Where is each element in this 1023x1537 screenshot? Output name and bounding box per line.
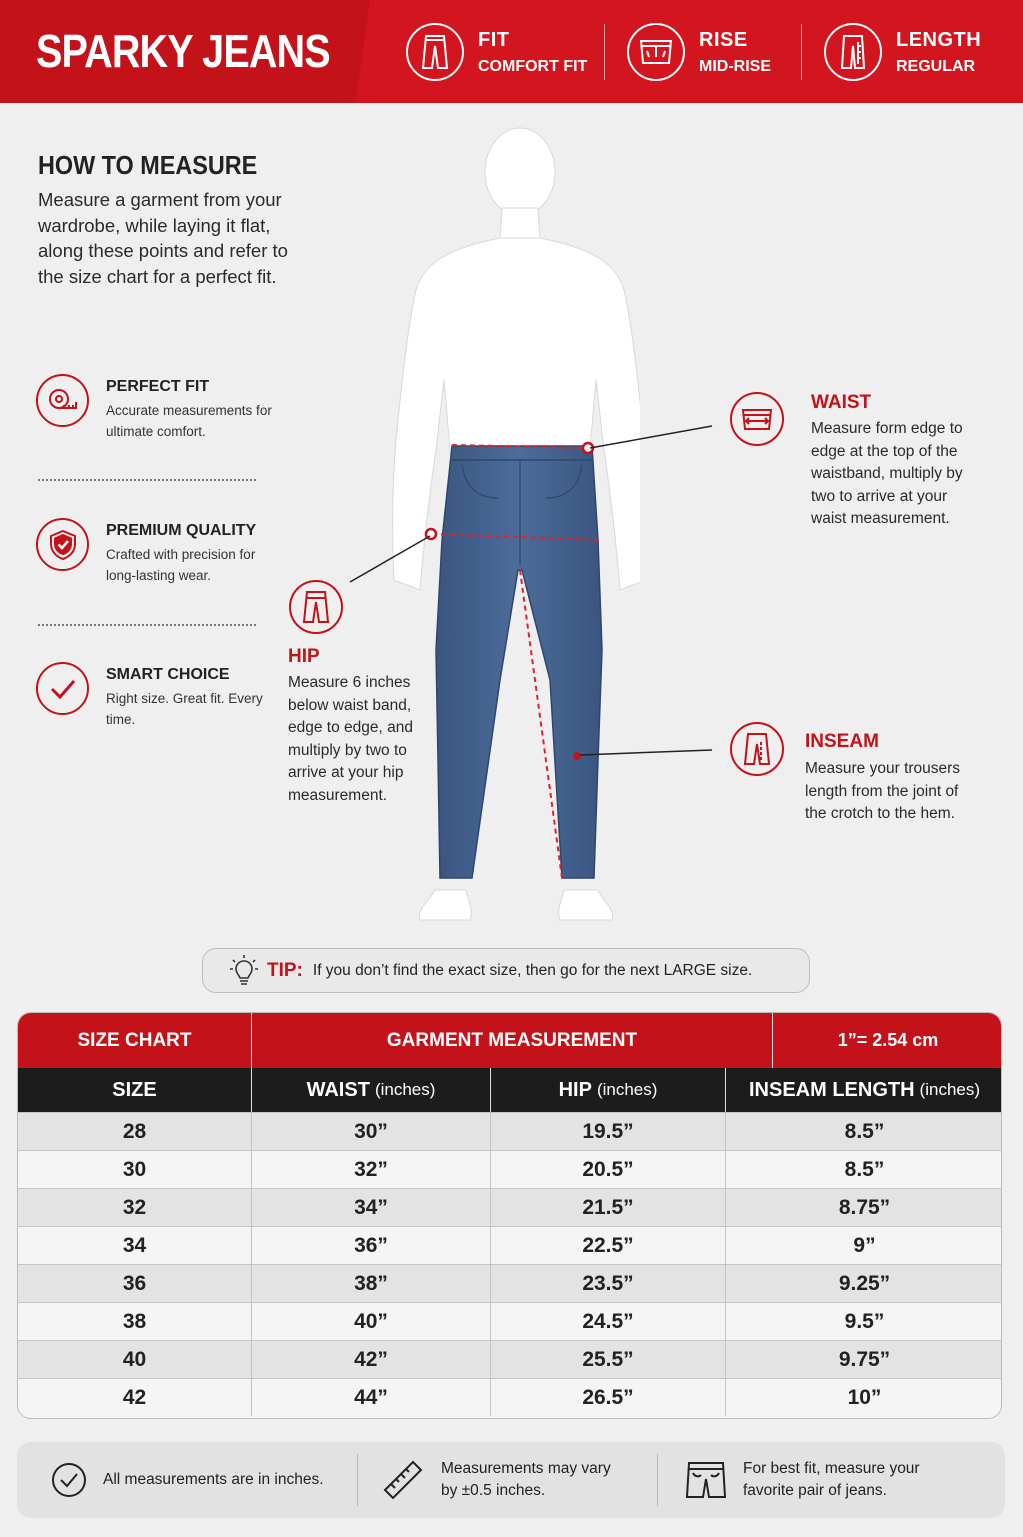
table-row: [18, 1150, 1002, 1188]
table-column-header-row: [18, 1068, 1002, 1112]
waist-cell: 44”: [252, 1379, 491, 1416]
unit-conversion-header: 1”= 2.54 cm: [837, 1030, 939, 1050]
footer-text: All measurements are in inches.: [103, 1470, 324, 1488]
how-to-measure-text: Measure a garment from your wardrobe, while laying it flat, along these points and refer to the size chart for a perfect fit.: [38, 189, 288, 287]
column-header-waist: [252, 1068, 491, 1112]
inseam-cell: 8.75”: [838, 1195, 891, 1219]
footer-divider: [657, 1454, 658, 1506]
waist-cell: 34”: [252, 1189, 491, 1226]
column-header-size: [18, 1068, 252, 1112]
size-cell: 40: [18, 1341, 252, 1378]
how-to-measure-title: HOW TO MEASURE: [38, 150, 258, 180]
footer-divider: [357, 1454, 358, 1506]
feature-title: SMART CHOICE: [106, 666, 230, 683]
inseam-cell: 9.25”: [838, 1271, 891, 1295]
feature-desc: Right size. Great fit. Every time.: [106, 691, 263, 727]
garment-measurement-header: GARMENT MEASUREMENT: [252, 1013, 773, 1068]
lightbulb-icon: [229, 954, 259, 988]
footer-text: For best fit, measure your favorite pair of jeans.: [743, 1459, 920, 1499]
column-unit: (inches): [374, 1080, 436, 1099]
inseam-cell: 8.5”: [844, 1157, 885, 1181]
footer-note-best-fit: [685, 1442, 943, 1518]
hip-title: HIP: [288, 646, 320, 667]
column-label: INSEAM LENGTH: [748, 1078, 915, 1101]
table-row: [18, 1112, 1002, 1150]
waist-cell: 40”: [252, 1303, 491, 1340]
hip-cell: 26.5”: [491, 1379, 726, 1416]
hip-desc: Measure 6 inches below waist band, edge to edge, and multiply by two to arrive at your hip measurement.: [288, 674, 413, 804]
size-cell: 32: [18, 1189, 252, 1226]
hip-cell: 21.5”: [491, 1189, 726, 1226]
footer-note-inches: [51, 1442, 324, 1518]
inseam-cell: 9.75”: [838, 1347, 891, 1371]
brand-title: SPARKY JEANS: [36, 25, 330, 77]
column-unit: (inches): [919, 1080, 981, 1099]
rise-value: MID-RISE: [699, 57, 771, 75]
feature-desc: Accurate measurements for ultimate comfort.: [106, 403, 272, 439]
hip-cell: 19.5”: [491, 1113, 726, 1150]
footer-note-variance: [381, 1442, 631, 1518]
ruler-icon: [381, 1458, 425, 1502]
length-value: REGULAR: [896, 57, 976, 75]
column-unit: (inches): [596, 1080, 658, 1099]
tip-label: TIP:: [267, 959, 303, 981]
size-chart-table: [17, 1012, 1002, 1419]
hip-cell: 20.5”: [491, 1151, 726, 1188]
column-label: HIP: [558, 1078, 592, 1101]
waist-cell: 36”: [252, 1227, 491, 1264]
waist-cell: 30”: [252, 1113, 491, 1150]
size-cell: 36: [18, 1265, 252, 1302]
tip-box: [202, 948, 810, 993]
column-label: WAIST: [306, 1078, 370, 1101]
fit-label: FIT: [478, 28, 510, 51]
tip-text: If you don’t find the exact size, then go for the next LARGE size.: [312, 961, 753, 979]
inseam-cell: 10”: [847, 1385, 882, 1409]
rise-label: RISE: [699, 28, 748, 51]
size-cell: 30: [18, 1151, 252, 1188]
column-header-hip: [491, 1068, 726, 1112]
table-row: [18, 1264, 1002, 1302]
table-row: [18, 1378, 1002, 1416]
inseam-cell: 9.5”: [844, 1309, 885, 1333]
hip-measure-icon: [289, 580, 343, 634]
length-label: LENGTH: [896, 28, 982, 51]
waist-measure-icon: [730, 392, 784, 446]
table-row: [18, 1302, 1002, 1340]
waist-cell: 32”: [252, 1151, 491, 1188]
table-row: [18, 1340, 1002, 1378]
jeans-shorts-icon: [685, 1459, 727, 1501]
size-cell: 38: [18, 1303, 252, 1340]
table-row: [18, 1226, 1002, 1264]
inseam-cell: 8.5”: [844, 1119, 885, 1143]
inseam-cell: 9”: [853, 1233, 876, 1257]
hip-cell: 23.5”: [491, 1265, 726, 1302]
inseam-title: INSEAM: [805, 731, 879, 752]
column-header-inseam: [726, 1068, 1002, 1112]
hip-cell: 22.5”: [491, 1227, 726, 1264]
feature-title: PERFECT FIT: [106, 378, 210, 395]
feature-desc: Crafted with precision for long-lasting wear.: [106, 547, 256, 583]
table-group-header-row: [18, 1013, 1002, 1068]
column-label: SIZE: [112, 1078, 157, 1101]
size-chart-header: SIZE CHART: [18, 1013, 252, 1068]
waist-desc: Measure form edge to edge at the top of the waistband, multiply by two to arrive at your waist measurement.: [811, 420, 963, 527]
size-cell: 34: [18, 1227, 252, 1264]
waist-title: WAIST: [811, 392, 872, 413]
size-cell: 28: [18, 1113, 252, 1150]
fit-value: COMFORT FIT: [478, 57, 588, 75]
footer-text: Measurements may vary by ±0.5 inches.: [441, 1459, 611, 1499]
inseam-desc: Measure your trousers length from the joint of the crotch to the hem.: [805, 760, 961, 822]
hip-cell: 25.5”: [491, 1341, 726, 1378]
table-row: [18, 1188, 1002, 1226]
check-circle-icon: [51, 1462, 87, 1498]
footer-notes: [17, 1442, 1005, 1518]
waist-cell: 38”: [252, 1265, 491, 1302]
hip-cell: 24.5”: [491, 1303, 726, 1340]
waist-cell: 42”: [252, 1341, 491, 1378]
inseam-measure-icon: [730, 722, 784, 776]
feature-title: PREMIUM QUALITY: [106, 522, 257, 539]
size-cell: 42: [18, 1379, 252, 1416]
